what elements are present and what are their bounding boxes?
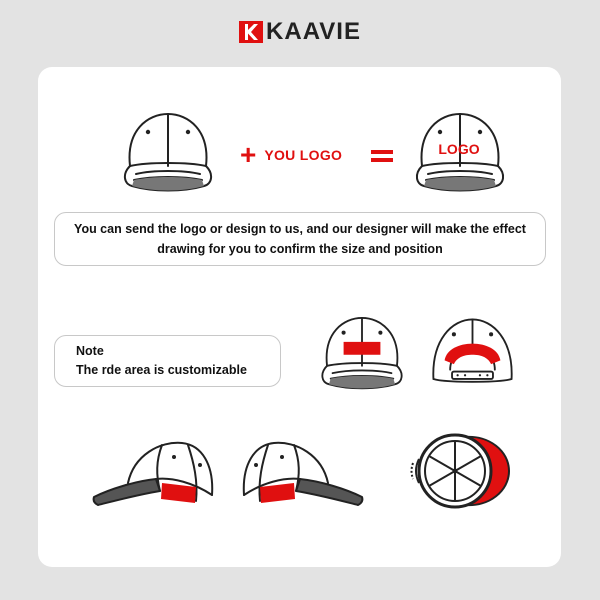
equals-sign (371, 150, 393, 162)
cap-right-side-custom-area-illustration (238, 435, 366, 511)
description-box (54, 212, 546, 266)
description-line-2: drawing for you to confirm the size and position (157, 242, 443, 256)
brand-header (0, 18, 600, 46)
plus-sign: + (240, 139, 257, 170)
brand-logo-icon (239, 21, 263, 43)
note-text: The rde area is customizable (76, 363, 247, 377)
cap-left-side-custom-area-illustration (90, 435, 218, 511)
brand-name: KAAVIE (266, 18, 361, 45)
description-line-1: You can send the logo or design to us, and our designer will make the effect (74, 222, 526, 236)
cap-back-custom-area-illustration (425, 312, 520, 392)
cap-front-custom-area-illustration (316, 312, 408, 392)
cap-underside-custom-area-illustration (405, 425, 515, 515)
note-box (54, 335, 281, 387)
note-title: Note (76, 344, 104, 358)
formula-plus-row (240, 140, 342, 170)
cap-front-logo-illustration (410, 108, 510, 194)
cap-logo-text: LOGO (438, 141, 480, 157)
you-logo-text: YOU LOGO (264, 147, 343, 163)
cap-front-plain-illustration (118, 108, 218, 194)
